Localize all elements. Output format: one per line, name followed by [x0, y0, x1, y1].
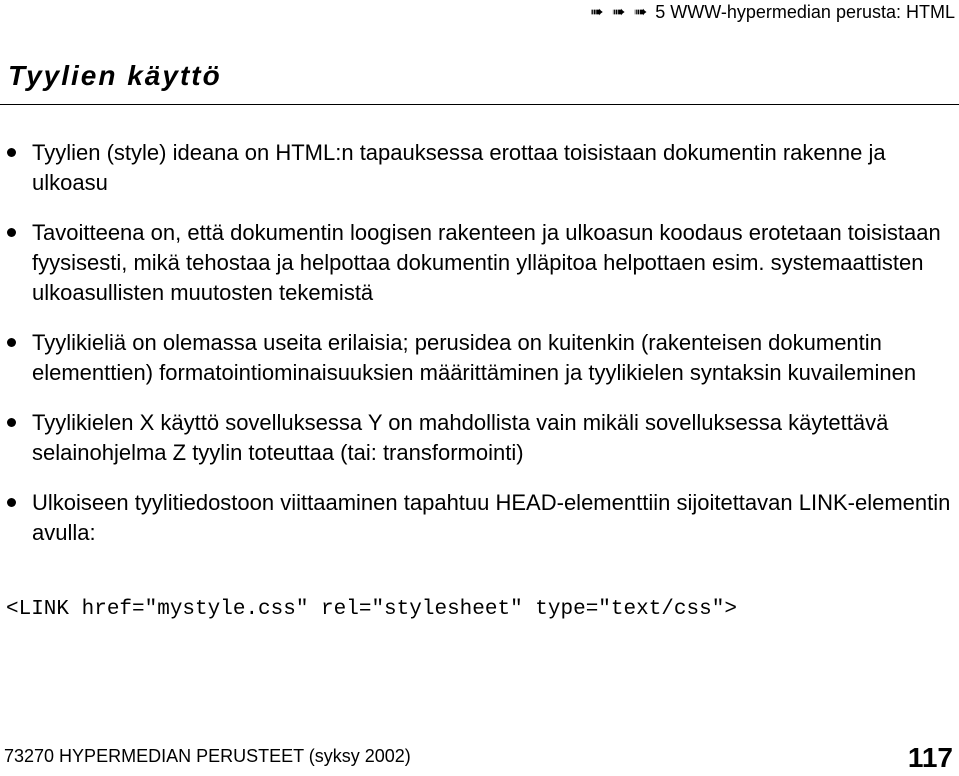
- list-item: [0, 488, 952, 548]
- code-example: <LINK href="mystyle.css" rel="stylesheet" type="text/css">: [6, 598, 737, 621]
- page-number: 117: [907, 742, 953, 773]
- slide-title: Tyylien käyttö: [8, 60, 222, 91]
- list-item: [0, 218, 952, 308]
- bullet-icon: [7, 148, 16, 157]
- bullet-text: Ulkoiseen tyylitiedostoon viittaaminen tapahtuu HEAD-elementtiin sijoitettavan LINK-elementin avulla:: [32, 490, 951, 545]
- list-item: [0, 138, 952, 198]
- bullet-icon: [7, 338, 16, 347]
- bullet-text: Tyylien (style) ideana on HTML:n tapauksessa erottaa toisistaan dokumentin rakenne ja ulkoasu: [32, 140, 886, 195]
- section-title: 5 WWW-hypermedian perusta: HTML: [655, 1, 955, 22]
- bullet-icon: [7, 498, 16, 507]
- bullet-text: Tyylikielen X käyttö sovelluksessa Y on mahdollista vain mikäli sovelluksessa käytettävä selainohjelma Z tyylin toteuttaa (tai: transformointi): [32, 410, 889, 465]
- arrow-icon: ➠ ➠ ➠: [590, 4, 650, 21]
- title-divider: [0, 104, 959, 105]
- list-item: [0, 328, 952, 388]
- bullet-icon: [7, 418, 16, 427]
- bullet-list: [0, 138, 952, 568]
- slide-header: [590, 0, 955, 24]
- course-footer: 73270 HYPERMEDIAN PERUSTEET (syksy 2002): [4, 746, 411, 766]
- list-item: [0, 408, 952, 468]
- bullet-text: Tavoitteena on, että dokumentin loogisen rakenteen ja ulkoasun koodaus erotetaan toisistaan fyysisesti, mikä tehostaa ja helpottaa dokumentin ylläpitoa helpottaen esim. systemaattisten ulkoasullisten muutosten tekemistä: [32, 220, 941, 305]
- bullet-icon: [7, 228, 16, 237]
- bullet-text: Tyylikieliä on olemassa useita erilaisia; perusidea on kuitenkin (rakenteisen dokumentin elementtien) formatointiominaisuuksien määrittäminen ja tyylikielen syntaksin kuvaileminen: [32, 330, 917, 385]
